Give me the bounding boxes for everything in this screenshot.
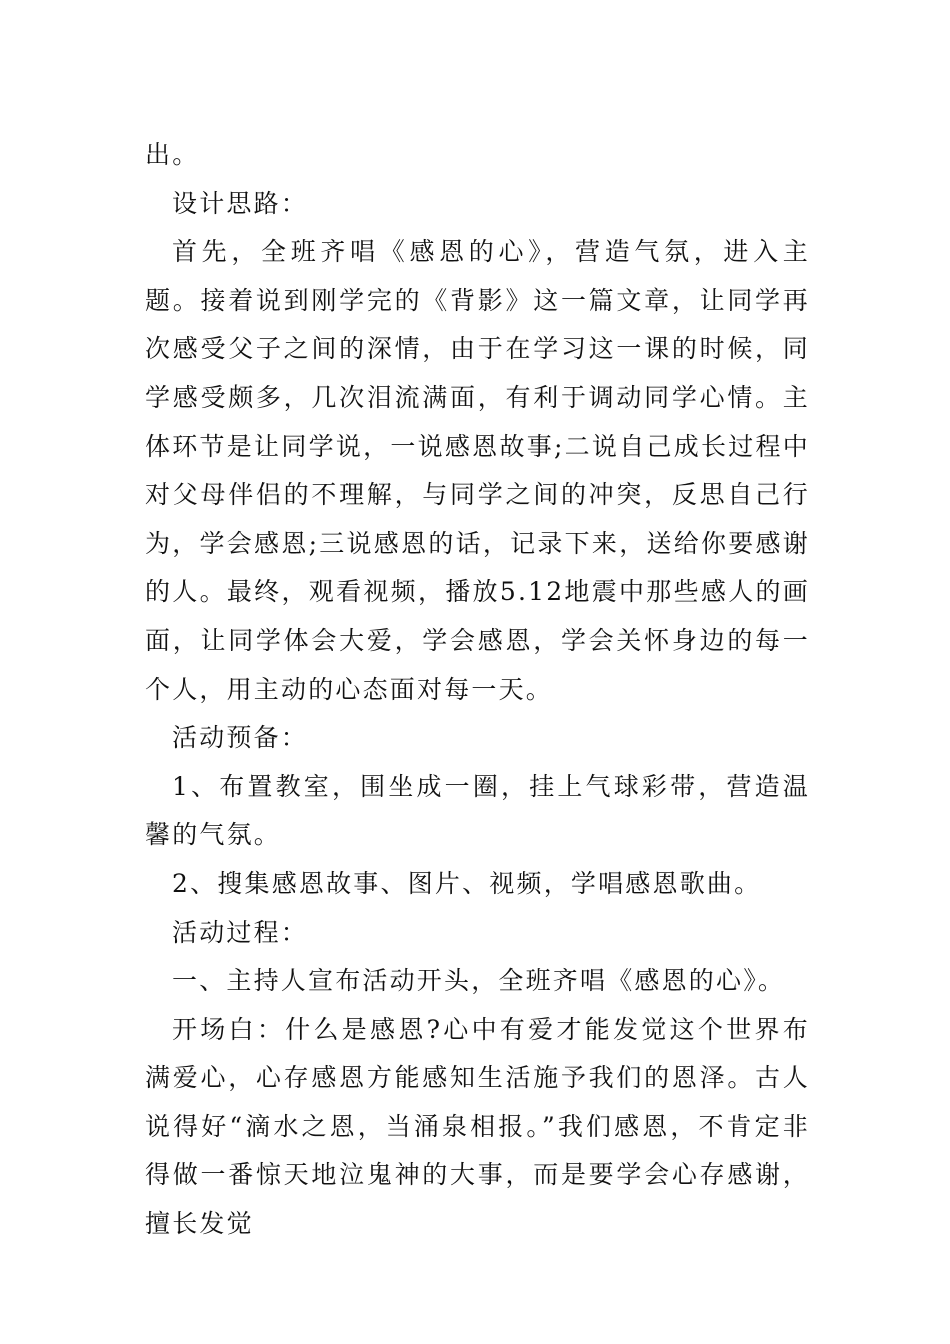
paragraph-opening-remarks: 开场白：什么是感恩?心中有爱才能发觉这个世界布满爱心，心存感恩方能感知生活施予我们的恩泽。古人说得好“滴水之恩，当涌泉相报。”我们感恩，不肯定非得做一番惊天地泣鬼神的大事，而是要学会心存感谢，擅长发觉	[145, 1014, 810, 1239]
heading-preparation: 活动预备：	[172, 723, 309, 753]
paragraph-design-idea: 首先，全班齐唱《感恩的心》，营造气氛，进入主题。接着说到刚学完的《背影》这一篇文章，让同学再次感受父子之间的深情，由于在学习这一课的时候，同学感受颇多，几次泪流满面，有利于调动同学心情。主体环节是让同学说，一说感恩故事;二说自己成长过程中对父母伴侣的不理解，与同学之间的冲突，反思自己行为，学会感恩;三说感恩的话，记录下来，送给你要感谢的人。最终，观看视频，播放5.12地震中那些感人的画面，让同学体会大爱，学会感恩，学会关怀身边的每一个人，用主动的心态面对每一天。	[145, 237, 810, 704]
document-body	[145, 131, 810, 1249]
preparation-item-2: 2、搜集感恩故事、图片、视频，学唱感恩歌曲。	[172, 868, 762, 898]
heading-design-idea: 设计思路：	[172, 188, 309, 218]
process-step-1: 一、主持人宣布活动开头，全班齐唱《感恩的心》。	[172, 966, 786, 996]
paragraph-continuation: 出。	[145, 140, 200, 169]
preparation-item-1: 1、布置教室，围坐成一圈，挂上气球彩带，营造温馨的气氛。	[145, 771, 810, 850]
heading-process: 活动过程：	[172, 917, 309, 947]
